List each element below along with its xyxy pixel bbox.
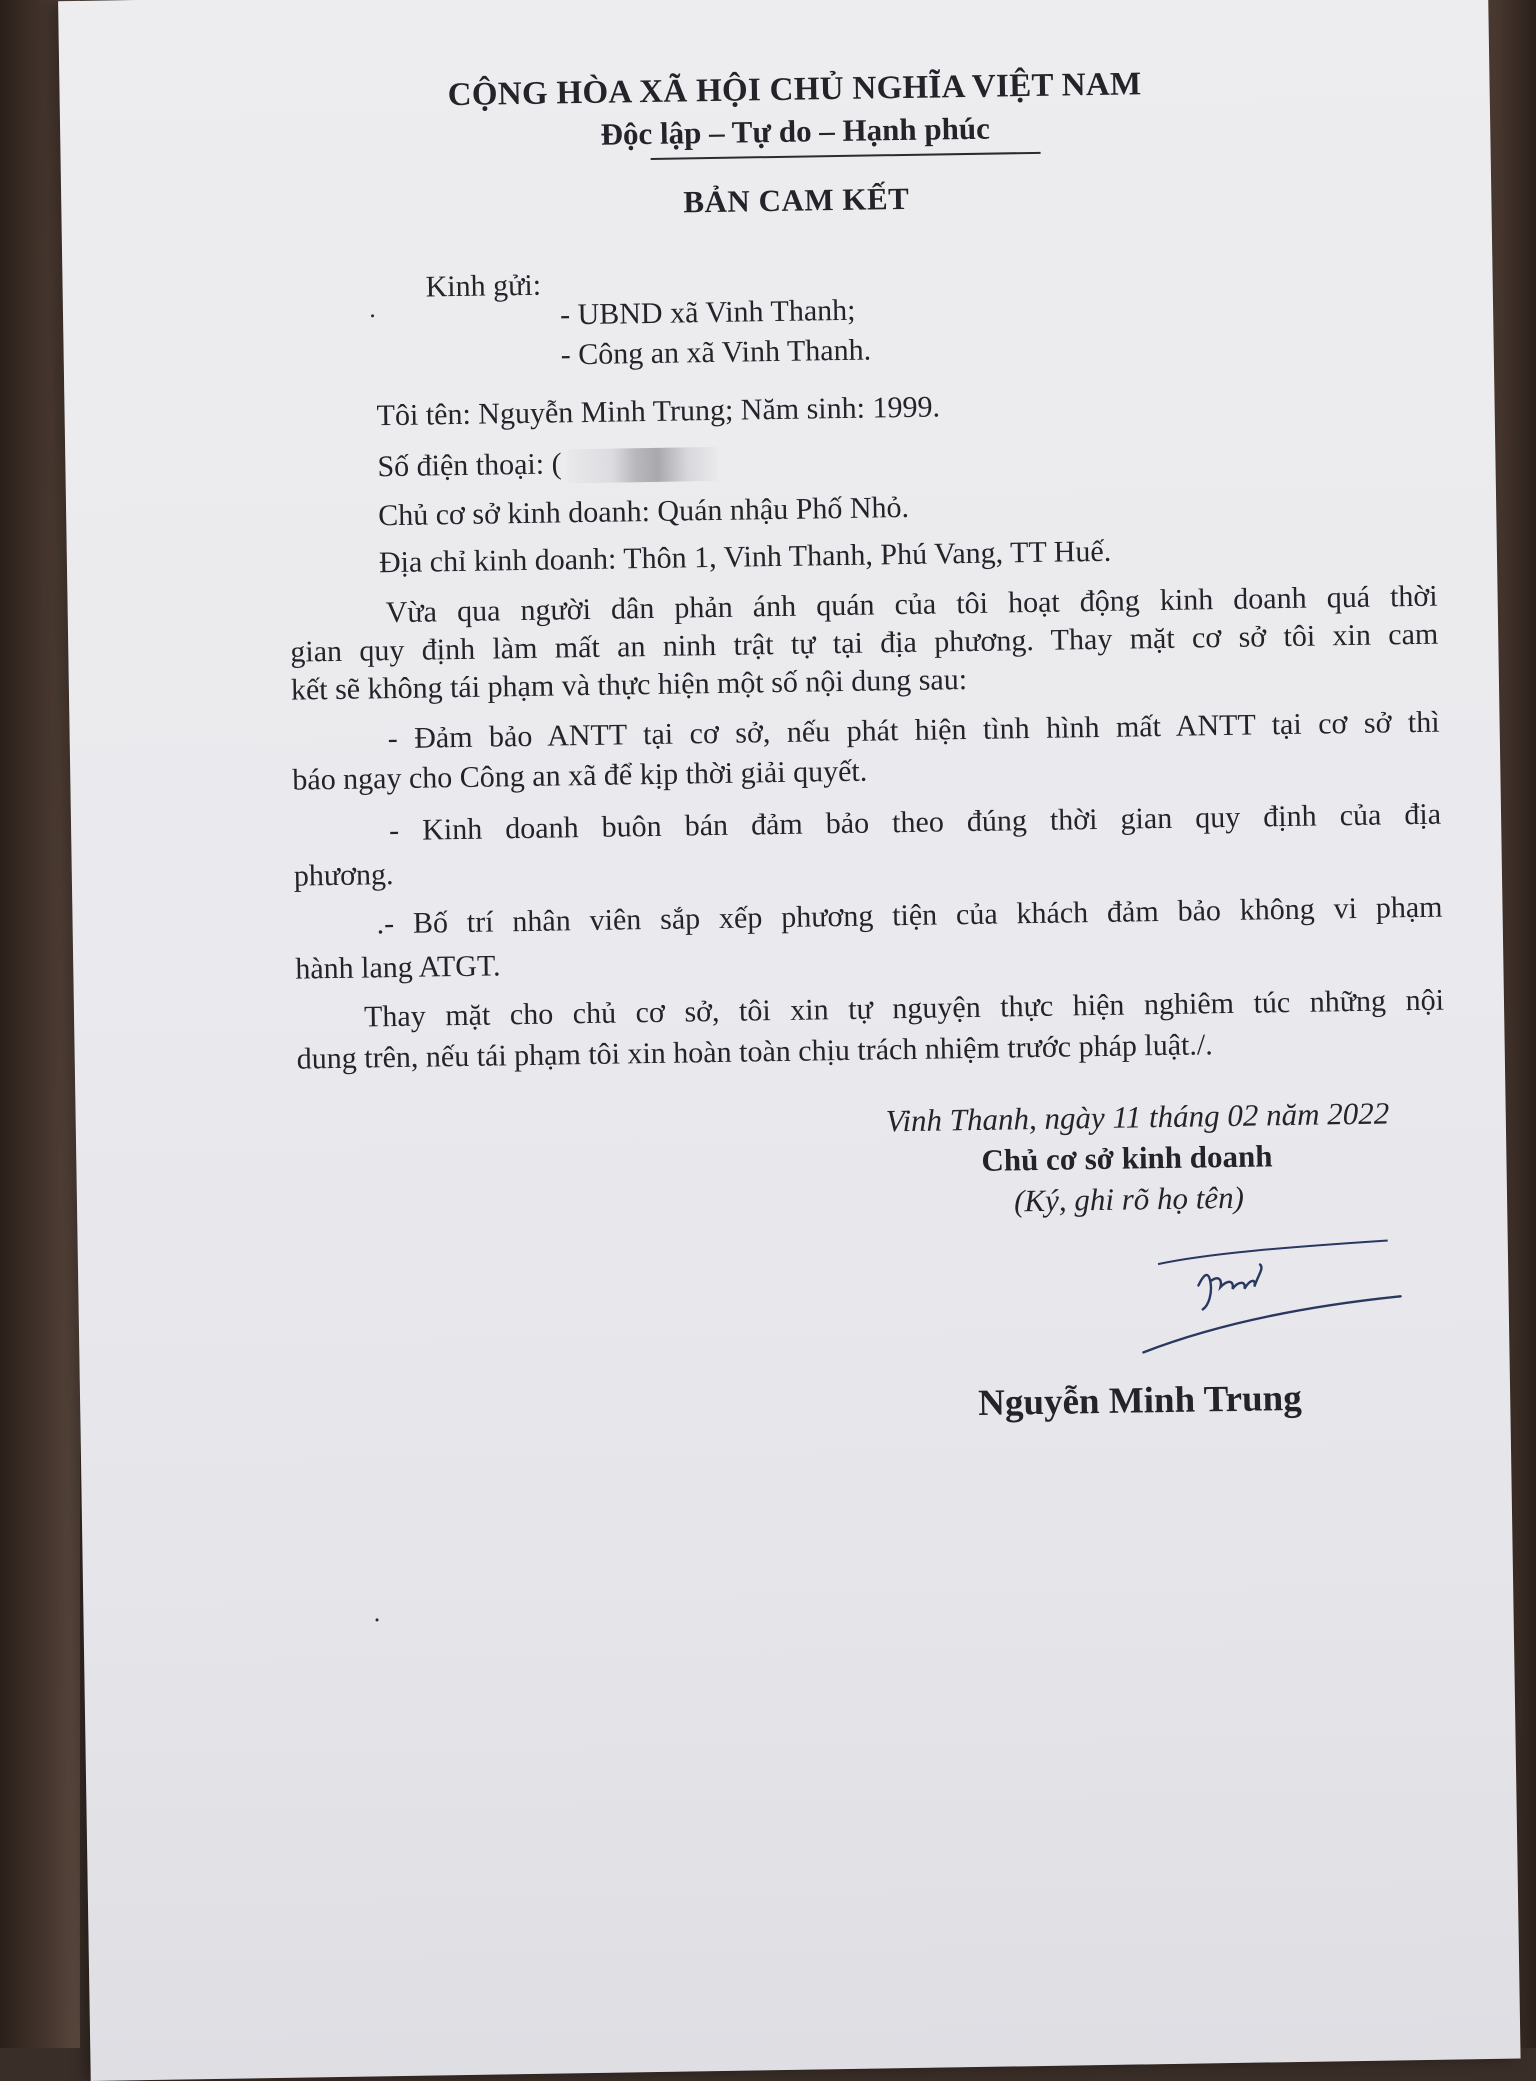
name-line: Tôi tên: Nguyễn Minh Trung; Năm sinh: 1999. xyxy=(376,390,941,433)
sign-instruction: (Ký, ghi rõ họ tên) xyxy=(1013,1179,1245,1219)
address-line: Địa chỉ kinh doanh: Thôn 1, Vinh Thanh, Phú Vang, TT Huế. xyxy=(378,534,1112,580)
paper-speck xyxy=(371,314,374,317)
phone-line xyxy=(377,447,718,486)
closing-line: Thay mặt cho chủ cơ sở, tôi xin tự nguyện thực hiện nghiêm túc những nội xyxy=(363,983,1445,1034)
intro-line: kết sẽ không tái phạm và thực hiện một số nội dung sau: xyxy=(290,663,968,707)
commitment-line: - Đảm bảo ANTT tại cơ sở, nếu phát hiện tình hình mất ANTT tại cơ sở thì xyxy=(387,705,1440,756)
phone-label: Số điện thoại: ( xyxy=(377,447,562,484)
paper-speck xyxy=(376,1618,379,1621)
document-content xyxy=(58,0,1488,1424)
document-date: Vinh Thanh, ngày 11 tháng 02 năm 2022 xyxy=(885,1095,1390,1139)
owner-line: Chủ cơ sở kinh doanh: Quán nhậu Phố Nhỏ. xyxy=(377,490,910,533)
signer-name: Nguyễn Minh Trung xyxy=(977,1377,1303,1424)
recipient-item: - UBND xã Vinh Thanh; xyxy=(559,293,856,332)
closing-line: dung trên, nếu tái phạm tôi xin hoàn toàn chịu trách nhiệm trước pháp luật./. xyxy=(296,1028,1213,1076)
signer-title: Chủ cơ sở kinh doanh xyxy=(981,1138,1273,1178)
motto-underline xyxy=(651,152,1041,160)
nation-heading: CỘNG HÒA XÃ HỘI CHỦ NGHĨA VIỆT NAM xyxy=(447,66,1142,114)
motto-heading: Độc lập – Tự do – Hạnh phúc xyxy=(600,110,991,152)
redacted-phone-number xyxy=(567,447,718,483)
document-paper xyxy=(58,0,1520,2081)
commitment-line: .- Bố trí nhân viên sắp xếp phương tiện của khách đảm bảo không vi phạm xyxy=(376,890,1443,941)
document-title: BẢN CAM KẾT xyxy=(683,180,910,220)
intro-line: gian quy định làm mất an ninh trật tự tại địa phương. Thay mặt cơ sở tôi xin cam xyxy=(290,617,1439,669)
commitment-line: - Kinh doanh buôn bán đảm bảo theo đúng thời gian quy định của địa xyxy=(388,797,1442,848)
intro-line: Vừa qua người dân phản ánh quán của tôi hoạt động kinh doanh quá thời xyxy=(385,579,1438,630)
handwritten-signature xyxy=(1137,1220,1409,1364)
commitment-line: phương. xyxy=(293,858,394,893)
recipient-item: - Công an xã Vinh Thanh. xyxy=(560,333,872,372)
commitment-line: báo ngay cho Công an xã để kịp thời giải quyết. xyxy=(292,754,868,797)
greeting-label: Kinh gửi: xyxy=(425,268,542,304)
commitment-line: hành lang ATGT. xyxy=(295,949,501,986)
